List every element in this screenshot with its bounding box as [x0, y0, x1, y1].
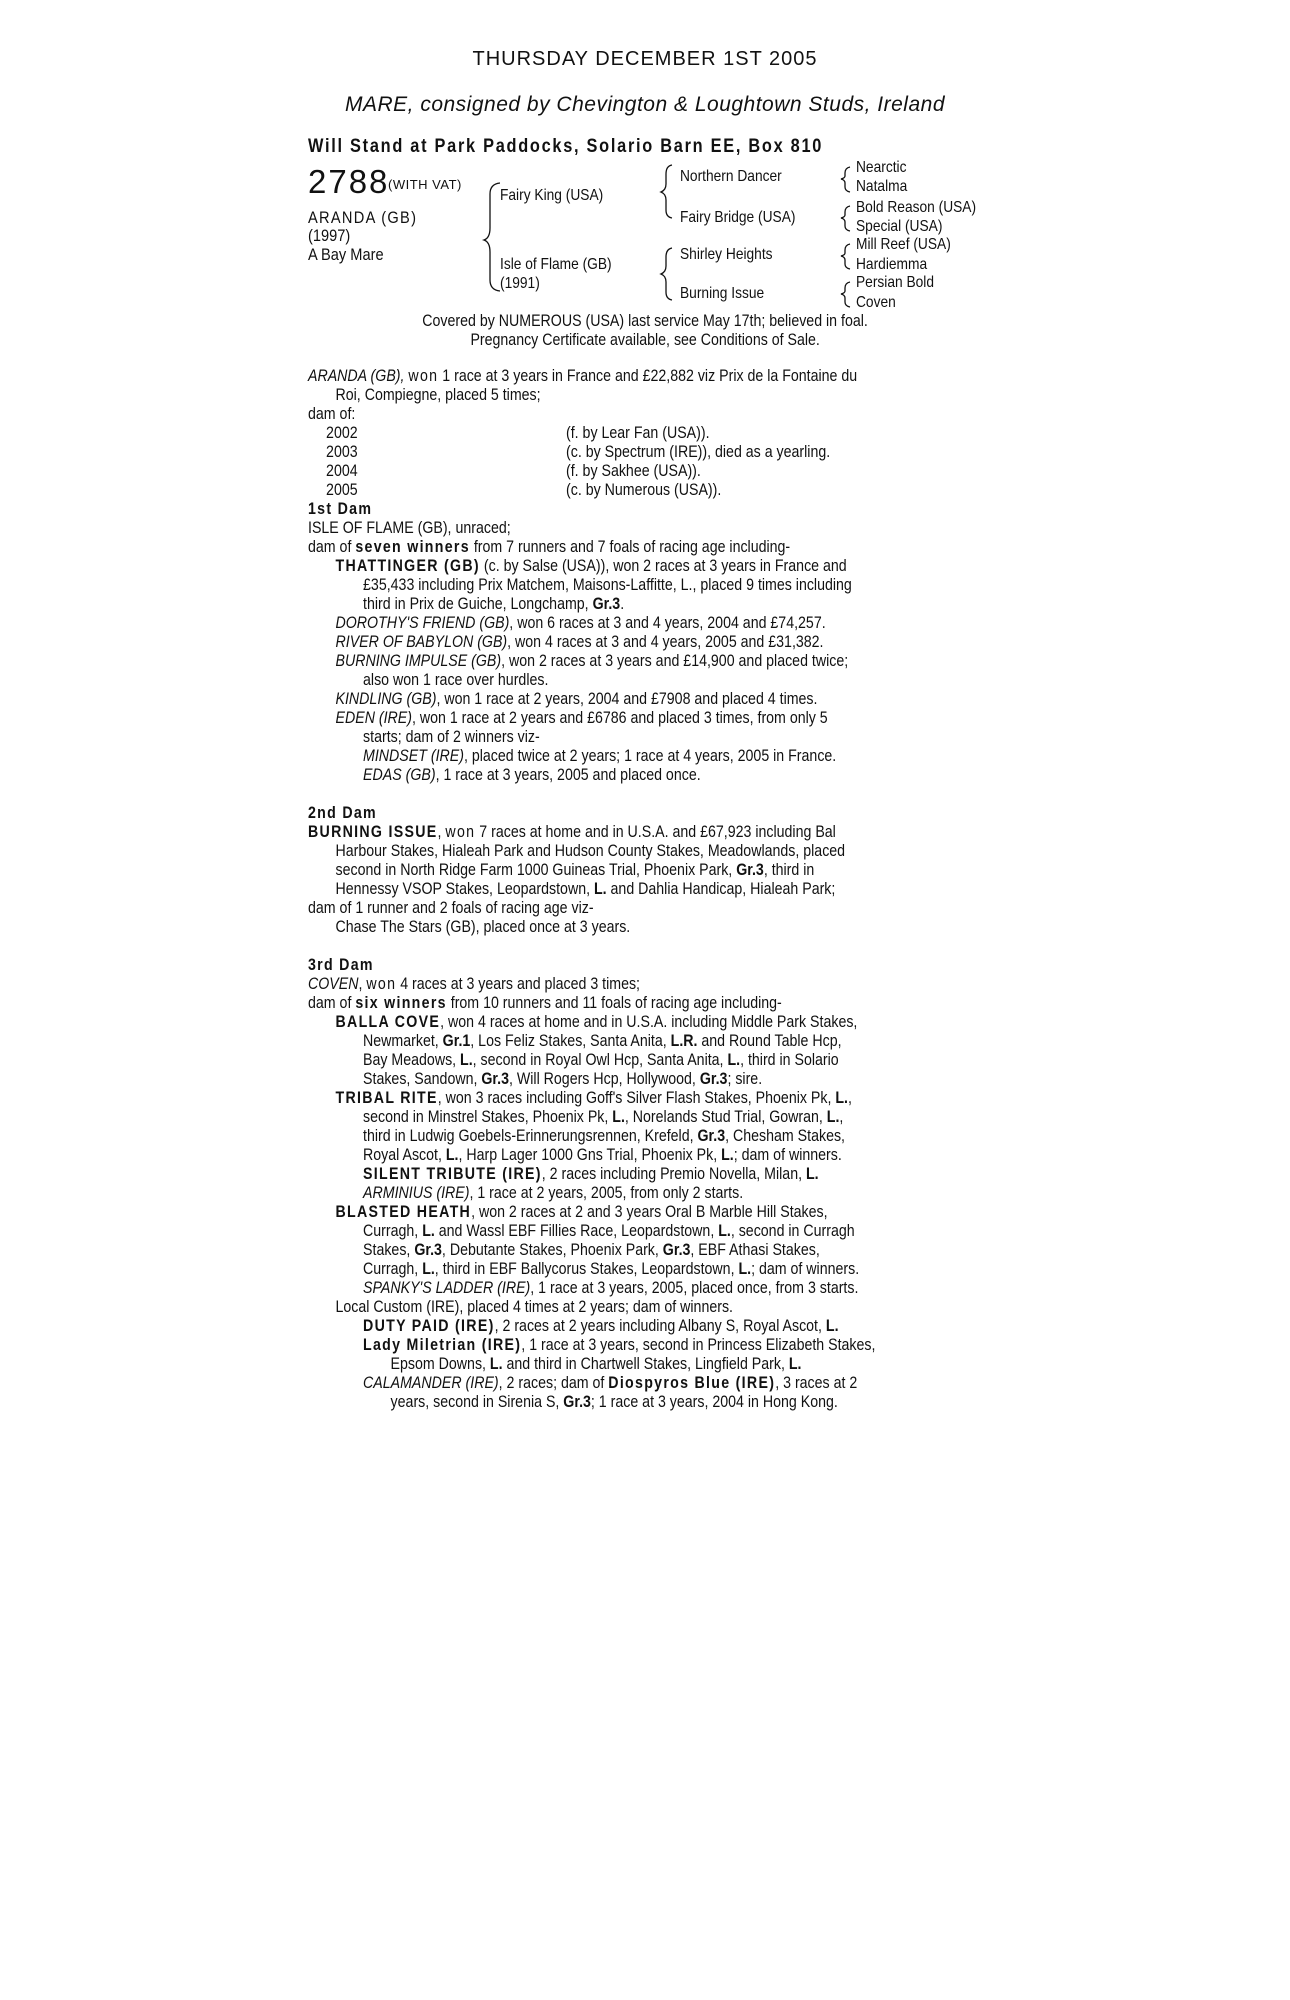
pedigree-g3-4: Special (USA)	[856, 218, 943, 235]
brace-gen3-b	[841, 206, 850, 231]
pedigree-g3-6: Hardiemma	[856, 256, 928, 273]
second-dam-line: dam of 1 runner and 2 foals of racing age viz-	[308, 899, 594, 917]
third-dam-line: Bay Meadows, L., second in Royal Owl Hcp, Santa Anita, L., third in Solario	[363, 1051, 839, 1069]
horse-name: ARANDA (GB)	[308, 208, 418, 227]
pedigree-dam: Isle of Flame (GB)	[500, 256, 612, 273]
first-dam-heading: 1st Dam	[308, 500, 373, 518]
consignor-line: MARE, consigned by Chevington & Loughtown Studs, Ireland	[344, 93, 945, 116]
third-dam-line: Stakes, Sandown, Gr.3, Will Rogers Hcp, Hollywood, Gr.3; sire.	[363, 1070, 763, 1088]
foal-row: 2002 (f. by Lear Fan (USA)).	[326, 424, 710, 442]
pedigree-braces	[0, 0, 1290, 320]
third-dam-line: Lady Miletrian (IRE), 1 race at 3 years, second in Princess Elizabeth Stakes,	[363, 1336, 876, 1354]
third-dam-line: COVEN, won 4 races at 3 years and placed 3 times;	[308, 975, 641, 993]
first-dam-line: DOROTHY'S FRIEND (GB), won 6 races at 3 and 4 years, 2004 and £74,257.	[335, 614, 826, 632]
mare-record-line-1: ARANDA (GB), won 1 race at 3 years in France and £22,882 viz Prix de la Fontaine du	[308, 367, 858, 385]
first-dam-line: EDEN (IRE), won 1 race at 2 years and £6786 and placed 3 times, from only 5	[335, 709, 828, 727]
third-dam-line: SILENT TRIBUTE (IRE), 2 races including Premio Novella, Milan, L.	[363, 1165, 819, 1183]
stand-location: Will Stand at Park Paddocks, Solario Barn EE, Box 810	[308, 136, 824, 157]
first-dam-line: BURNING IMPULSE (GB), won 2 races at 3 years and £14,900 and placed twice;	[335, 652, 849, 670]
spacer	[308, 937, 875, 956]
second-dam-line: BURNING ISSUE, won 7 races at home and in U.S.A. and £67,923 including Bal	[308, 823, 836, 841]
third-dam-line: BALLA COVE, won 4 races at home and in U.S.A. including Middle Park Stakes,	[335, 1013, 858, 1031]
third-dam-line: SPANKY'S LADDER (IRE), 1 race at 3 years, 2005, placed once, from 3 starts.	[363, 1279, 859, 1297]
pedigree-g3-2: Natalma	[856, 178, 908, 195]
pedigree-dam-year: (1991)	[500, 275, 540, 292]
covered-line-1: Covered by NUMEROUS (USA) last service May 17th; believed in foal.	[422, 312, 868, 330]
pedigree-sire-dam: Fairy Bridge (USA)	[680, 209, 796, 226]
pedigree-notes	[308, 367, 875, 1412]
brace-gen3-d	[841, 282, 850, 307]
second-dam-line: Chase The Stars (GB), placed once at 3 years.	[335, 918, 631, 936]
brace-gen1	[484, 183, 500, 291]
first-dam-line: ISLE OF FLAME (GB), unraced;	[308, 519, 511, 537]
foal-row: 2005 (c. by Numerous (USA)).	[326, 481, 722, 499]
horse-description: A Bay Mare	[308, 245, 384, 264]
pedigree-sire: Fairy King (USA)	[500, 187, 604, 204]
first-dam-line: £35,433 including Prix Matchem, Maisons-Laffitte, L., placed 9 times including	[363, 576, 852, 594]
foal-row: 2004 (f. by Sakhee (USA)).	[326, 462, 701, 480]
third-dam-line: Local Custom (IRE), placed 4 times at 2 years; dam of winners.	[335, 1298, 734, 1316]
second-dam-line: second in North Ridge Farm 1000 Guineas Trial, Phoenix Park, Gr.3, third in	[335, 861, 815, 879]
first-dam-line: THATTINGER (GB) (c. by Salse (USA)), won 2 races at 3 years in France and	[335, 557, 847, 575]
brace-gen3-a	[841, 167, 850, 192]
second-dam-heading: 2nd Dam	[308, 804, 377, 822]
pedigree-dam-sire: Shirley Heights	[680, 246, 773, 263]
pedigree-g3-1: Nearctic	[856, 159, 907, 176]
third-dam-line: BLASTED HEATH, won 2 races at 2 and 3 years Oral B Marble Hill Stakes,	[335, 1203, 828, 1221]
second-dam-line: Harbour Stakes, Hialeah Park and Hudson County Stakes, Meadowlands, placed	[335, 842, 846, 860]
brace-gen2-dam	[661, 248, 672, 300]
first-dam-line: dam of seven winners from 7 runners and 7 foals of racing age including-	[308, 538, 791, 556]
third-dam-line: third in Ludwig Goebels-Erinnerungsrennen, Krefeld, Gr.3, Chesham Stakes,	[363, 1127, 846, 1145]
third-dam-line: Newmarket, Gr.1, Los Feliz Stakes, Santa Anita, L.R. and Round Table Hcp,	[363, 1032, 842, 1050]
third-dam-line: Epsom Downs, L. and third in Chartwell Stakes, Lingfield Park, L.	[390, 1355, 802, 1373]
covered-note	[0, 312, 1290, 350]
pedigree-g3-5: Mill Reef (USA)	[856, 236, 951, 253]
brace-gen3-c	[841, 244, 850, 269]
lot-vat: (WITH VAT)	[388, 177, 462, 192]
third-dam-line: TRIBAL RITE, won 3 races including Goff's Silver Flash Stakes, Phoenix Pk, L.,	[335, 1089, 852, 1107]
third-dam-line: dam of six winners from 10 runners and 11 foals of racing age including-	[308, 994, 782, 1012]
first-dam-line: starts; dam of 2 winners viz-	[363, 728, 540, 746]
third-dam-line: Curragh, L. and Wassl EBF Fillies Race, Leopardstown, L., second in Curragh	[363, 1222, 855, 1240]
third-dam-line: Stakes, Gr.3, Debutante Stakes, Phoenix Park, Gr.3, EBF Athasi Stakes,	[363, 1241, 820, 1259]
horse-year: (1997)	[308, 226, 351, 245]
third-dam-line: Curragh, L., third in EBF Ballycorus Stakes, Leopardstown, L.; dam of winners.	[363, 1260, 860, 1278]
sale-date: THURSDAY DECEMBER 1ST 2005	[472, 48, 818, 70]
first-dam-line: third in Prix de Guiche, Longchamp, Gr.3.	[363, 595, 625, 613]
pedigree-g3-3: Bold Reason (USA)	[856, 199, 977, 216]
pedigree-g3-7: Persian Bold	[856, 274, 935, 291]
dam-of-label: dam of:	[308, 405, 356, 423]
spacer	[308, 785, 875, 804]
third-dam-line: years, second in Sirenia S, Gr.3; 1 race at 3 years, 2004 in Hong Kong.	[390, 1393, 838, 1411]
first-dam-line: also won 1 race over hurdles.	[363, 671, 549, 689]
third-dam-line: CALAMANDER (IRE), 2 races; dam of Diospyros Blue (IRE), 3 races at 2	[363, 1374, 858, 1392]
pedigree-sire-sire: Northern Dancer	[680, 168, 782, 185]
third-dam-heading: 3rd Dam	[308, 956, 374, 974]
first-dam-line: RIVER OF BABYLON (GB), won 4 races at 3 and 4 years, 2005 and £31,382.	[335, 633, 824, 651]
third-dam-line: ARMINIUS (IRE), 1 race at 2 years, 2005, from only 2 starts.	[363, 1184, 744, 1202]
third-dam-line: Royal Ascot, L., Harp Lager 1000 Gns Trial, Phoenix Pk, L.; dam of winners.	[363, 1146, 842, 1164]
mare-record-line-2: Roi, Compiegne, placed 5 times;	[335, 386, 541, 404]
first-dam-line: EDAS (GB), 1 race at 3 years, 2005 and placed once.	[363, 766, 701, 784]
foal-row: 2003 (c. by Spectrum (IRE)), died as a yearling.	[326, 443, 831, 461]
first-dam-line: MINDSET (IRE), placed twice at 2 years; 1 race at 4 years, 2005 in France.	[363, 747, 837, 765]
covered-line-2: Pregnancy Certificate available, see Conditions of Sale.	[470, 331, 820, 349]
first-dam-line: KINDLING (GB), won 1 race at 2 years, 2004 and £7908 and placed 4 times.	[335, 690, 818, 708]
third-dam-line: DUTY PAID (IRE), 2 races at 2 years including Albany S, Royal Ascot, L.	[363, 1317, 839, 1335]
pedigree-g3-8: Coven	[856, 294, 896, 311]
pedigree-dam-dam: Burning Issue	[680, 285, 765, 302]
second-dam-line: Hennessy VSOP Stakes, Leopardstown, L. and Dahlia Handicap, Hialeah Park;	[335, 880, 836, 898]
brace-gen2-sire	[661, 165, 672, 218]
lot-number: 2788	[308, 163, 390, 200]
third-dam-line: second in Minstrel Stakes, Phoenix Pk, L., Norelands Stud Trial, Gowran, L.,	[363, 1108, 844, 1126]
